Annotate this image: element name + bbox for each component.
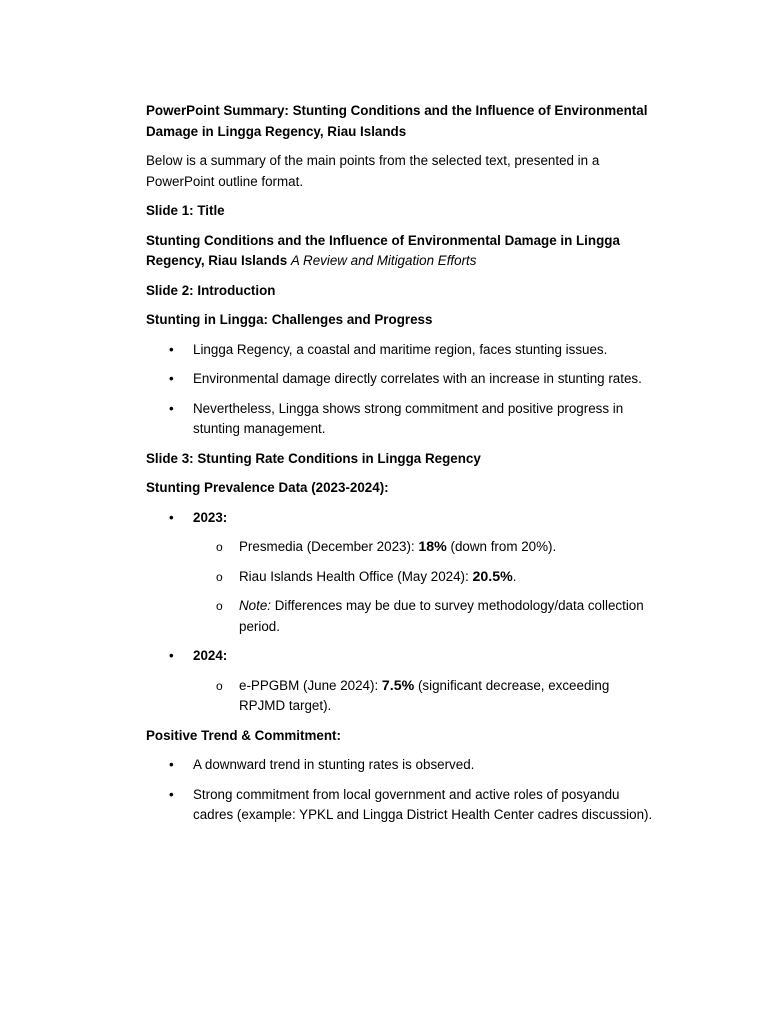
bullet-glyph: • bbox=[169, 509, 174, 525]
sub-bullet-glyph: o bbox=[216, 569, 223, 584]
list-item bbox=[146, 785, 656, 826]
trend-heading: Positive Trend & Commitment: bbox=[146, 727, 341, 743]
item-prefix: Riau Islands Health Office (May 2024): bbox=[239, 568, 473, 584]
intro-paragraph: Below is a summary of the main points from the selected text, presented in a PowerPoint outline format. bbox=[146, 153, 600, 189]
list-item-text: Lingga Regency, a coastal and maritime region, faces stunting issues. bbox=[193, 341, 608, 357]
slide1-title-italic: A Review and Mitigation Efforts bbox=[290, 253, 477, 268]
item-prefix: e-PPGBM (June 2024): bbox=[239, 677, 382, 693]
item-suffix: (down from 20%). bbox=[446, 539, 557, 554]
year-2024-label: 2024: bbox=[193, 648, 228, 663]
item-value: 7.5% bbox=[381, 677, 415, 694]
slide3-heading: Slide 3: Stunting Rate Conditions in Lingga Regency bbox=[146, 450, 481, 466]
bullet-glyph: • bbox=[169, 648, 174, 663]
slide3-subheading: Stunting Prevalence Data (2023-2024): bbox=[146, 480, 389, 495]
slide2-heading: Slide 2: Introduction bbox=[146, 282, 276, 298]
slide2-subheading: Stunting in Lingga: Challenges and Progress bbox=[146, 312, 433, 327]
item-value: 18% bbox=[418, 539, 447, 555]
year-2024-sublist bbox=[193, 676, 656, 717]
list-item-text: Environmental damage directly correlates with an increase in stunting rates. bbox=[193, 371, 642, 386]
list-item bbox=[193, 567, 656, 588]
sub-bullet-glyph: o bbox=[216, 599, 223, 613]
document-page bbox=[146, 101, 656, 835]
note-label: Note: bbox=[239, 598, 272, 613]
list-item bbox=[146, 340, 656, 361]
item-value: 20.5% bbox=[472, 568, 513, 585]
year-2023-label: 2023: bbox=[193, 509, 228, 525]
bullet-glyph: • bbox=[169, 757, 174, 772]
bullet-glyph: • bbox=[169, 371, 174, 386]
item-suffix: (significant decrease, exceeding RPJMD target). bbox=[239, 677, 610, 713]
bullet-glyph: • bbox=[169, 786, 174, 802]
list-item bbox=[193, 537, 656, 558]
list-item-2024 bbox=[146, 646, 656, 717]
slide3-year-list bbox=[146, 508, 656, 717]
slide1-heading: Slide 1: Title bbox=[146, 203, 225, 218]
item-prefix: Presmedia (December 2023): bbox=[239, 539, 419, 554]
list-item-2023 bbox=[146, 508, 656, 638]
sub-bullet-glyph: o bbox=[216, 678, 223, 693]
slide1-title-paragraph bbox=[146, 231, 656, 272]
item-suffix: . bbox=[512, 568, 517, 584]
document-title: PowerPoint Summary: Stunting Conditions and the Influence of Environmental Damage in Lingga Regency, Riau Islands bbox=[146, 103, 648, 139]
slide1-title-bold: Stunting Conditions and the Influence of Environmental Damage in Lingga Regency, Riau Islands bbox=[146, 232, 620, 268]
bullet-glyph: • bbox=[169, 400, 174, 416]
list-item bbox=[193, 676, 656, 717]
note-text: Differences may be due to survey methodology/data collection period. bbox=[239, 598, 644, 634]
list-item bbox=[146, 399, 656, 440]
trend-bullet-list bbox=[146, 755, 656, 826]
list-item-text: A downward trend in stunting rates is observed. bbox=[193, 757, 475, 772]
list-item bbox=[146, 755, 656, 776]
list-item-text: Strong commitment from local government and active roles of posyandu cadres (example: YPKL and Lingga District Health Center cadres discussion). bbox=[193, 786, 653, 822]
slide2-bullet-list bbox=[146, 340, 656, 440]
list-item bbox=[146, 369, 656, 390]
list-item-text: Nevertheless, Lingga shows strong commitment and positive progress in stunting management. bbox=[193, 400, 624, 436]
sub-bullet-glyph: o bbox=[216, 540, 223, 554]
list-item bbox=[193, 596, 656, 637]
year-2023-sublist bbox=[193, 537, 656, 637]
bullet-glyph: • bbox=[169, 341, 174, 357]
